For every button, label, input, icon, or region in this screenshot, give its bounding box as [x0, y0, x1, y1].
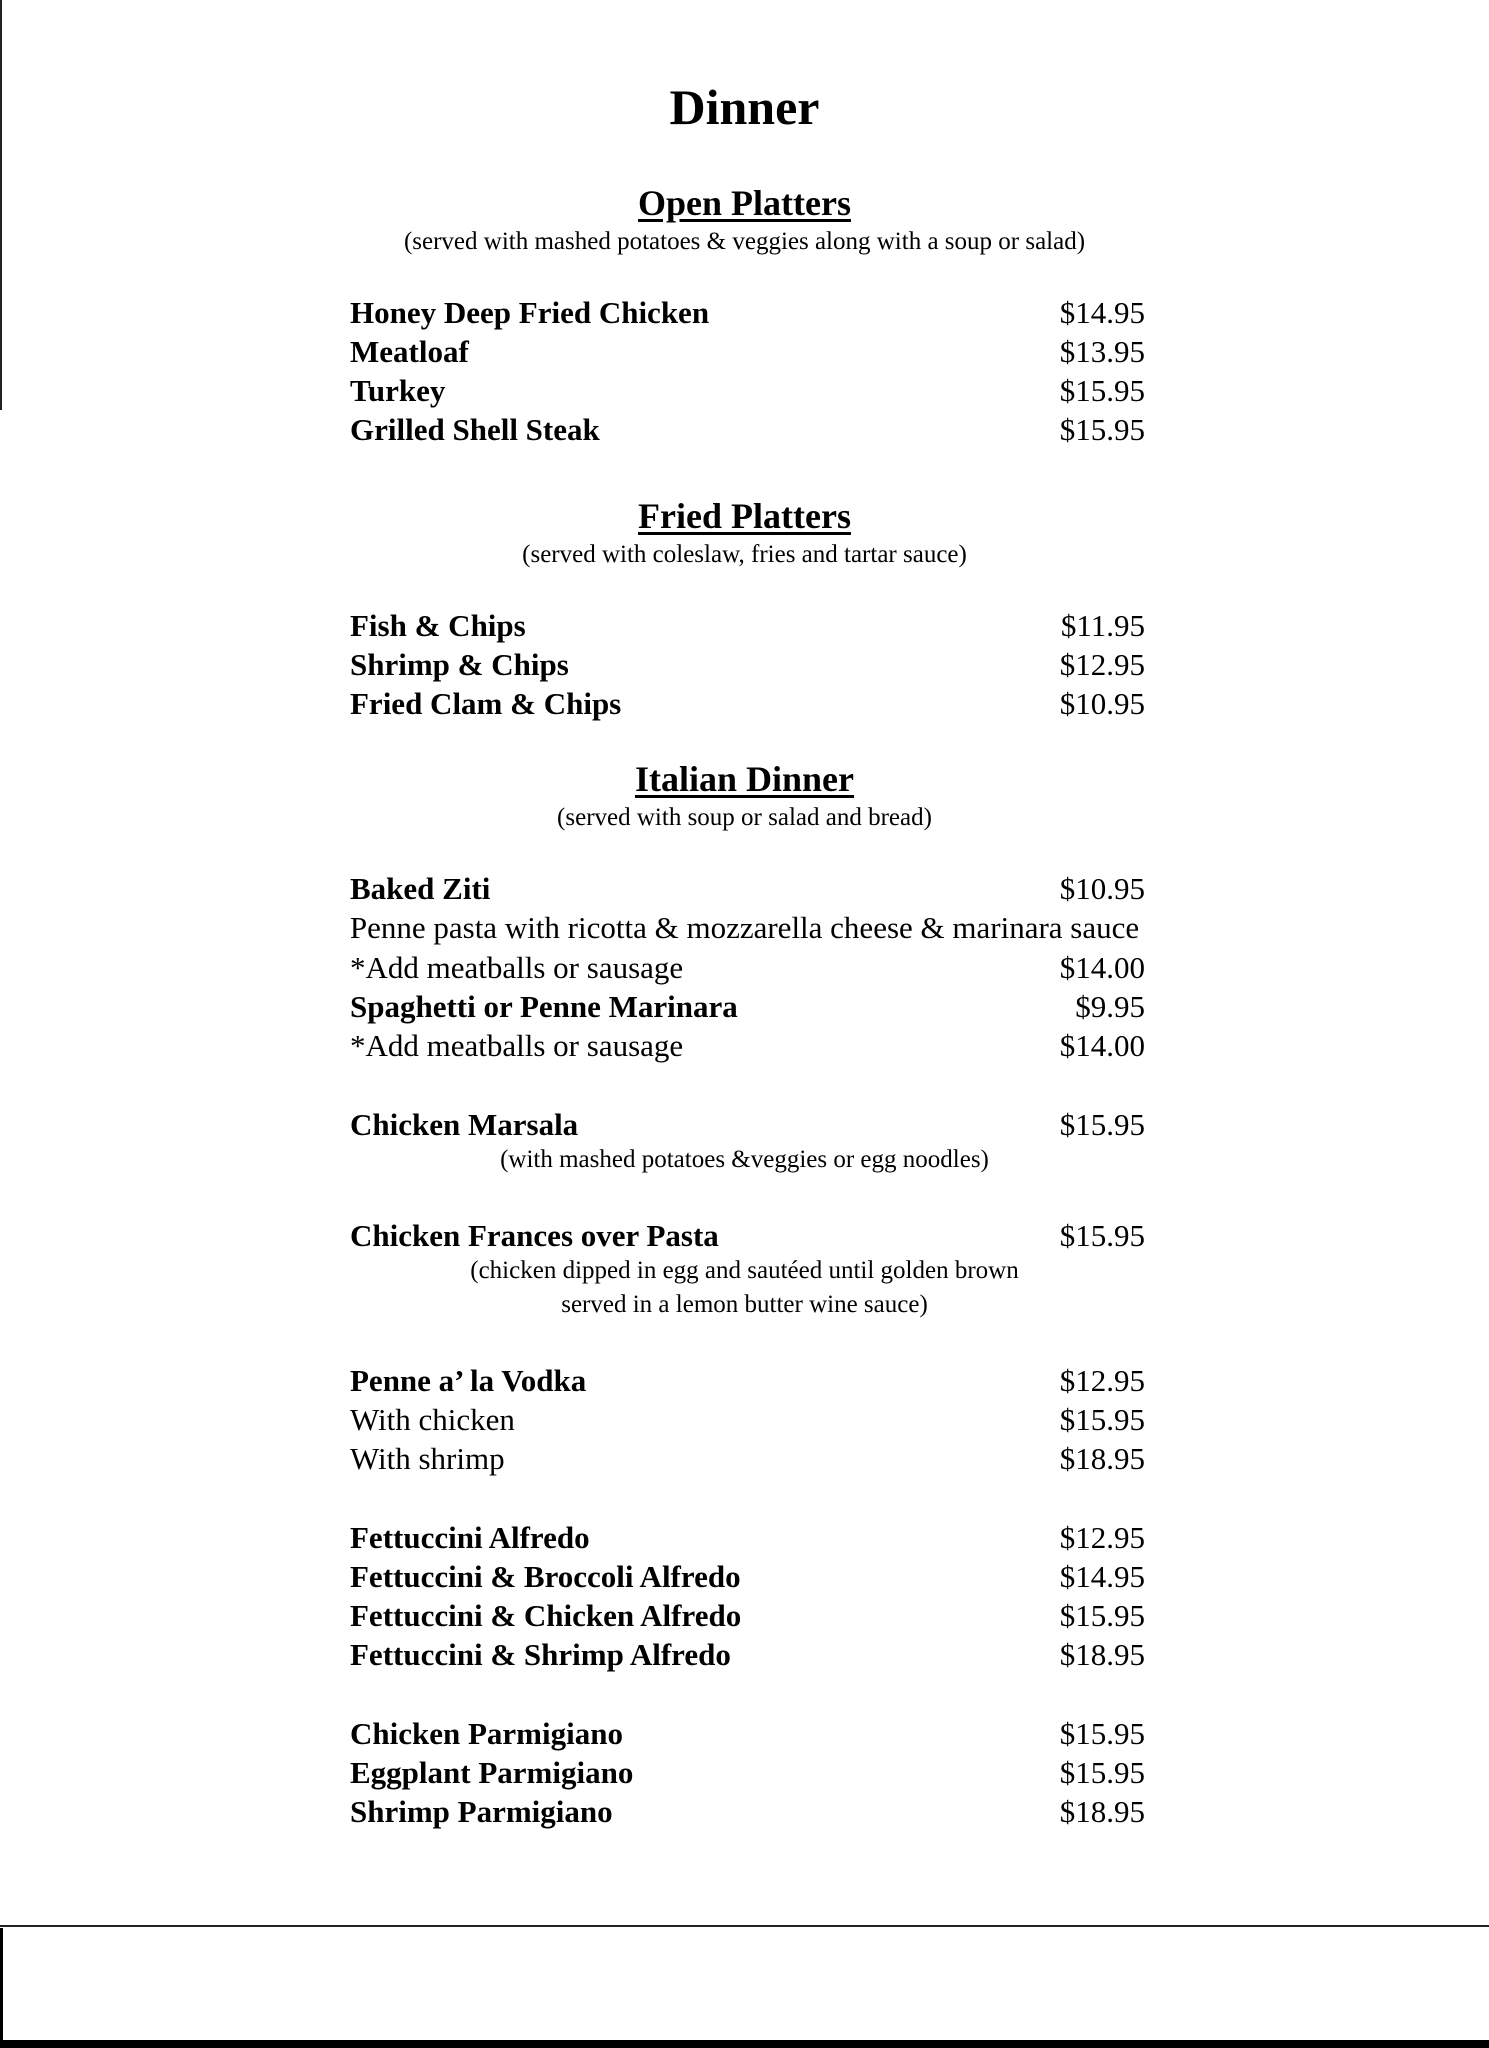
section-subtitle-fried-platters: (served with coleslaw, fries and tartar sauce)	[522, 541, 967, 568]
item-price: $12.95	[1059, 1363, 1145, 1398]
item-name: Grilled Shell Steak	[350, 412, 600, 447]
item-name: Fettuccini & Broccoli Alfredo	[350, 1559, 741, 1594]
menu-item	[350, 1558, 1145, 1596]
menu-item	[350, 411, 1145, 449]
menu-item	[350, 1519, 1145, 1557]
item-name: Fried Clam & Chips	[350, 686, 622, 721]
item-name: Baked Ziti	[350, 871, 491, 906]
menu-item	[350, 1106, 1145, 1144]
item-description: Penne pasta with ricotta & mozzarella cheese & marinara sauce	[349, 910, 1140, 945]
item-price: $10.95	[1059, 871, 1145, 906]
item-price: $14.95	[1059, 295, 1145, 330]
menu-item	[350, 646, 1145, 684]
section-subtitle-open-platters: (served with mashed potatoes & veggies along with a soup or salad)	[403, 228, 1086, 255]
item-name: Fettuccini Alfredo	[350, 1520, 590, 1555]
menu-item	[350, 1636, 1145, 1674]
item-price: $14.00	[1059, 950, 1145, 985]
item-price: $15.95	[1059, 1755, 1145, 1790]
item-name: Fish & Chips	[350, 608, 526, 643]
item-price: $15.95	[1059, 1107, 1145, 1142]
menu-item	[350, 1715, 1145, 1753]
item-name: With shrimp	[350, 1441, 505, 1476]
menu-item	[350, 1401, 1145, 1439]
item-name: Fettuccini & Shrimp Alfredo	[350, 1637, 731, 1672]
menu-item	[350, 949, 1145, 987]
page-title: Dinner	[669, 79, 820, 135]
section-heading-fried-platters: Fried Platters	[638, 496, 851, 536]
item-price: $9.95	[1075, 989, 1145, 1024]
menu-item	[350, 333, 1145, 371]
item-name: Shrimp & Chips	[350, 647, 569, 682]
menu-item	[350, 1362, 1145, 1400]
item-price: $12.95	[1059, 1520, 1145, 1555]
item-name: With chicken	[350, 1402, 515, 1437]
item-note: served in a lemon butter wine sauce)	[561, 1291, 928, 1318]
item-price: $15.95	[1059, 1716, 1145, 1751]
item-price: $15.95	[1059, 1598, 1145, 1633]
section-heading-open-platters: Open Platters	[638, 183, 851, 223]
item-price: $18.95	[1059, 1794, 1145, 1829]
menu-item	[350, 1027, 1145, 1065]
item-price: $15.95	[1059, 1402, 1145, 1437]
item-name: Chicken Parmigiano	[350, 1716, 623, 1751]
item-name: Chicken Frances over Pasta	[350, 1218, 719, 1253]
bottom-divider	[0, 1925, 1489, 1927]
menu-item	[350, 685, 1145, 723]
menu-item	[350, 372, 1145, 410]
item-name: Honey Deep Fried Chicken	[350, 295, 710, 330]
item-note: (chicken dipped in egg and sautéed until golden brown	[470, 1257, 1019, 1284]
menu-item	[350, 988, 1145, 1026]
menu-item	[350, 1793, 1145, 1831]
item-name: Meatloaf	[350, 334, 469, 369]
item-note: (with mashed potatoes &veggies or egg noodles)	[500, 1146, 989, 1173]
item-price: $13.95	[1059, 334, 1145, 369]
item-price: $15.95	[1059, 412, 1145, 447]
item-name: Turkey	[350, 373, 446, 408]
menu-item	[350, 1217, 1145, 1255]
item-name: Chicken Marsala	[350, 1107, 579, 1142]
menu-item	[350, 1597, 1145, 1635]
item-price: $10.95	[1059, 686, 1145, 721]
menu-item	[350, 294, 1145, 332]
item-name: Fettuccini & Chicken Alfredo	[350, 1598, 742, 1633]
item-name: Eggplant Parmigiano	[350, 1755, 634, 1790]
item-name: *Add meatballs or sausage	[350, 950, 684, 985]
item-name: Shrimp Parmigiano	[350, 1794, 613, 1829]
item-price: $18.95	[1059, 1637, 1145, 1672]
item-price: $15.95	[1059, 1218, 1145, 1253]
item-price: $14.95	[1059, 1559, 1145, 1594]
section-subtitle-italian-dinner: (served with soup or salad and bread)	[557, 804, 932, 831]
item-name: Penne a’ la Vodka	[350, 1363, 587, 1398]
menu-item	[350, 607, 1145, 645]
item-price: $18.95	[1059, 1441, 1145, 1476]
item-price: $11.95	[1060, 608, 1145, 643]
item-price: $15.95	[1059, 373, 1145, 408]
item-name: *Add meatballs or sausage	[350, 1028, 684, 1063]
menu-item	[350, 870, 1145, 908]
menu-item	[350, 1440, 1145, 1478]
section-heading-italian-dinner: Italian Dinner	[634, 759, 855, 799]
menu-item	[350, 1754, 1145, 1792]
item-price: $12.95	[1059, 647, 1145, 682]
item-price: $14.00	[1059, 1028, 1145, 1063]
bottom-frame	[0, 1928, 1489, 2048]
item-name: Spaghetti or Penne Marinara	[350, 989, 738, 1024]
